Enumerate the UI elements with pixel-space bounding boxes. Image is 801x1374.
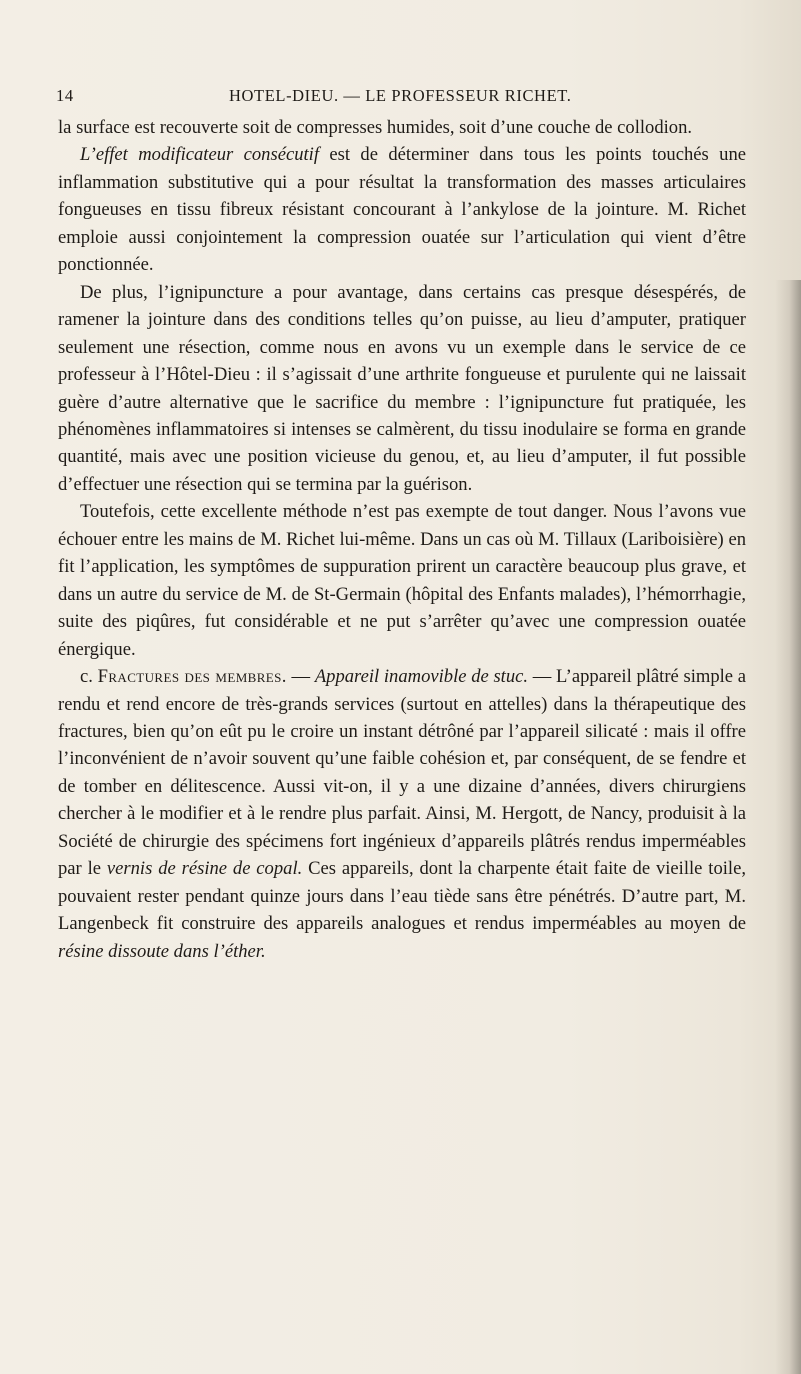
page-number: 14 [56,86,74,105]
paragraph-text: Ces appareils, dont la charpente était faite de vieille toile, pouvaient rester pendant quinze jours dans l’eau tiède sans être pénétrés. D’autre part, M. Langenbeck fit construire des appareils analogues et rendus imperméables au moyen de [58,858,746,935]
italic-lead: L’effet modificateur consécutif [80,144,320,166]
italic-term-resine: résine dissoute dans l’éther. [58,940,266,962]
paragraph-danger: Toutefois, cette excellente méthode n’est pas exempte de tout danger. Nous l’avons vue échouer entre les mains de M. Richet lui-même. Dans un cas où M. Tillaux (Lariboisière) en fit l’application, les symptômes de suppuration prirent un caractère beaucoup plus grave, et dans un autre du service de M. de St-Germain (hôpital des Enfants malades), l’hémorrhagie, suite des piqûres, fut considérable et ne put s’arrêter qu’avec une compression ouatée énergique. [58,501,746,660]
section-subheading: Appareil inamovible de stuc. [314,666,529,688]
body-text [58,114,746,965]
paragraph-continuation: la surface est recouverte soit de compresses humides, soit d’une couche de collodion. [58,117,693,138]
paragraph-ignipuncture: De plus, l’ignipuncture a pour avantage, dans certains cas presque désespérés, de ramener la jointure dans des conditions telles qu’on puisse, au lieu d’amputer, pratiquer seulement une résection, comme nous en avons vu un exemple dans le service de ce professeur à l’Hôtel-Dieu : il s’agissait d’une arthrite fongueuse et purulente qui ne laissait guère d’autre alternative que le sacrifice du membre : l’ignipuncture fut pratiquée, les phénomènes inflammatoires si intenses se calmèrent, du tissu inodulaire se forma en grande quantité, mais avec une position vicieuse du genou, et, au lieu d’amputer, il fut possible d’effectuer une résection qui se termina par la guérison. [58,281,746,495]
italic-term-vernis: vernis de résine de copal. [106,858,303,880]
section-letter: c. [80,666,98,688]
heading-dash: — [286,666,315,688]
page-edge-shadow [775,280,801,1374]
paragraph-effet-modificateur [58,141,746,278]
running-head [56,86,746,110]
paragraph-fractures [58,663,746,965]
section-heading: Fractures des membres. [97,666,287,688]
paragraph-text: — L’appareil plâtré simple a rendu et rend encore de très-grands services (surtout en attelles) dans la thérapeutique des fractures, bien qu’on eût pu le croire un instant détrôné par l’appareil silicaté : mais il offre l’inconvénient de n’avoir souvent qu’une faible cohésion et, par conséquent, de se fendre et de tomber en délitescence. Aussi vit-on, il y a une dizaine d’années, divers chirurgiens chercher à le modifier et à le rendre plus parfait. Ainsi, M. Hergott, de Nancy, produisit à la Société de chirurgie des spécimens fort ingénieux d’appareils plâtrés rendus imperméables par le [58,666,746,880]
running-title: HOTEL-DIEU. — LE PROFESSEUR RICHET. [229,86,572,105]
paragraph-text: est de déterminer dans tous les points touchés une inflammation substitutive qui a pour résultat la transformation des masses articulaires fongueuses en tissu fibreux résistant concourant à l’ankylose de la jointure. M. Richet emploie aussi conjointement la compression ouatée sur l’articulation qui vient d’être ponctionnée. [58,144,746,276]
